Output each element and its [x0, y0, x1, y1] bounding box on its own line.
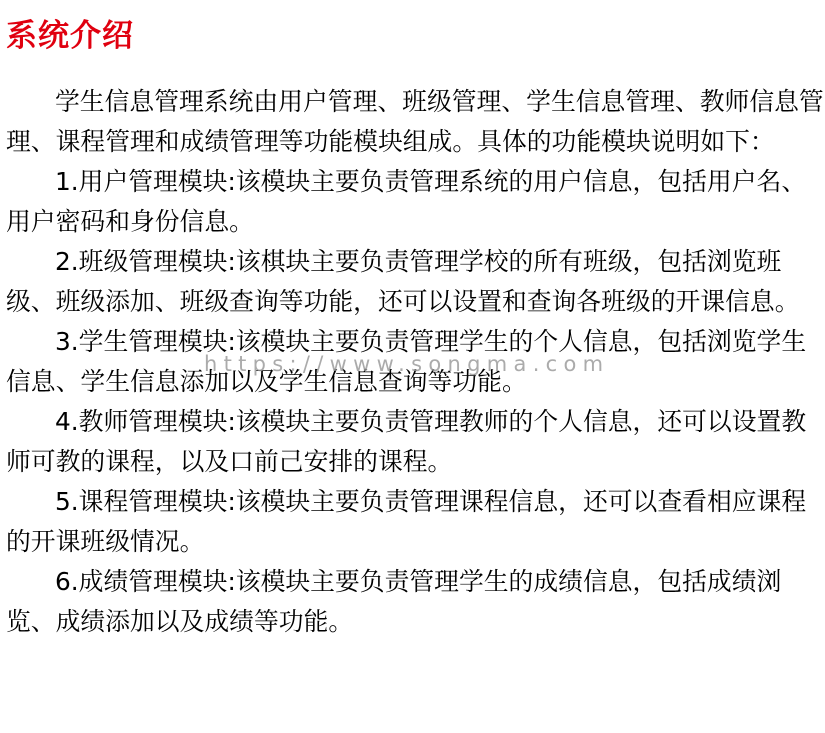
module-course-paragraph: 5.课程管理模块:该模块主要负责管理课程信息，还可以查看相应课程的开课班级情况。 [6, 487, 807, 556]
module-teacher-paragraph: 4.教师管理模块:该模块主要负责管理教师的个人信息，还可以设置教师可教的课程，以及口前己安排的课程。 [6, 407, 807, 476]
page-title: 系统介绍 [6, 18, 134, 54]
watermark-text: https://www.songma.com [204, 352, 610, 376]
module-user-paragraph: 1.用户管理模块:该模块主要负责管理系统的用户信息，包括用户名、用户密码和身份信息。 [6, 167, 807, 236]
intro-paragraph: 学生信息管理系统由用户管理、班级管理、学生信息管理、教师信息管理、课程管理和成绩管理等功能模块组成。具体的功能模块说明如下： [6, 87, 824, 156]
module-class-paragraph: 2.班级管理模块:该棋块主要负责管理学校的所有班级，包括浏览班级、班级添加、班级查询等功能，还可以设置和查询各班级的开课信息。 [6, 247, 800, 316]
module-student-paragraph: 3.学生管理模块:该模块主要负责管理学生的个人信息，包括浏览学生信息、学生信息添加以及学生信息查询等功能。 [6, 327, 807, 396]
module-grade-paragraph: 6.成绩管理模块:该模块主要负责管理学生的成绩信息，包括成绩浏览、成绩添加以及成绩等功能。 [6, 567, 782, 636]
